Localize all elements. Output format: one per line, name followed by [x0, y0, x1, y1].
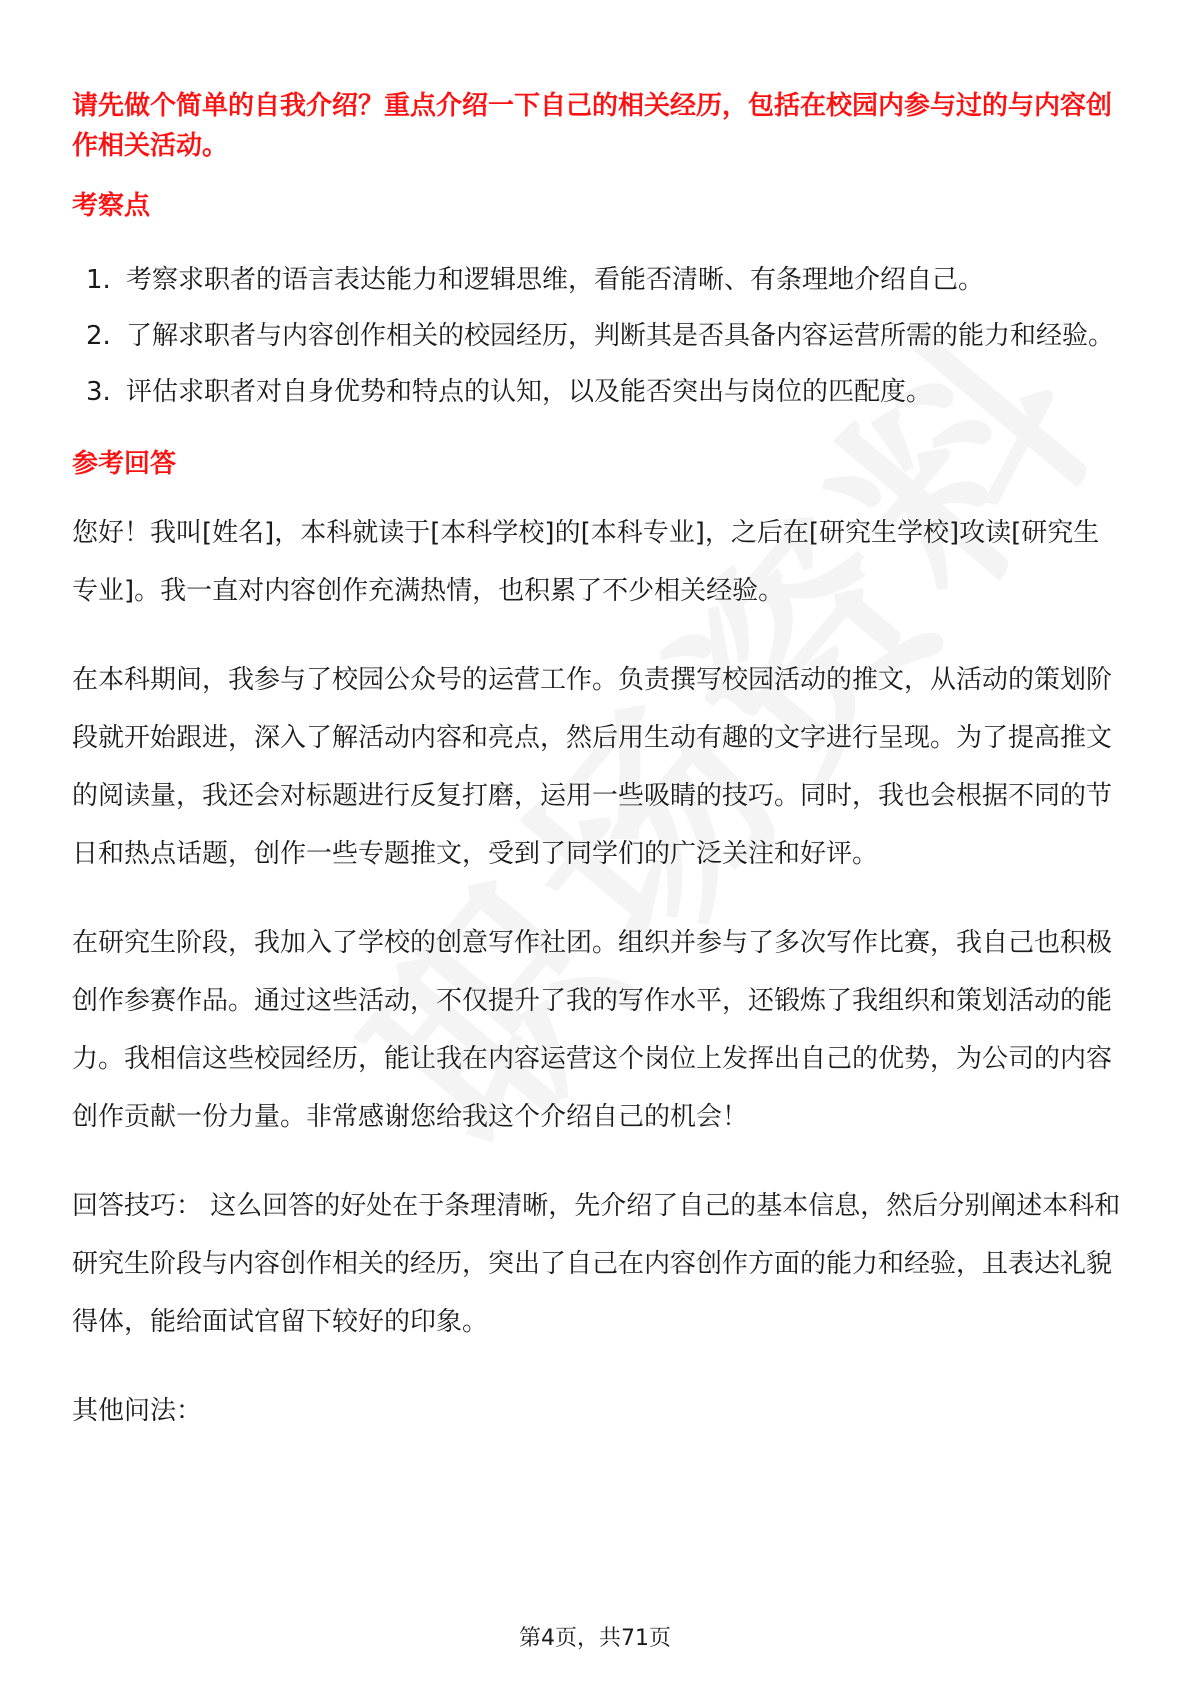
page-number: 第4页，共71页 — [519, 1626, 671, 1651]
list-item-number: 2. — [86, 321, 111, 351]
list-item — [72, 364, 1122, 420]
list-item-text: 考察求职者的语言表达能力和逻辑思维，看能否清晰、有条理地介绍自己。 — [126, 265, 985, 295]
list-item-number: 3. — [86, 377, 111, 407]
points-list — [72, 252, 1122, 420]
other-asks-label: 其他问法： — [72, 1396, 203, 1426]
question-title: 请先做个简单的自我介绍？重点介绍一下自己的相关经历，包括在校园内参与过的与内容创作相关活动。 — [72, 91, 1113, 161]
list-item-text: 评估求职者对自身优势和特点的认知，以及能否突出与岗位的匹配度。 — [126, 377, 933, 407]
list-item-number: 1. — [86, 265, 111, 295]
answer-paragraph: 在研究生阶段，我加入了学校的创意写作社团。组织并参与了多次写作比赛，我自己也积极创作参赛作品。通过这些活动，不仅提升了我的写作水平，还锻炼了我组织和策划活动的能力。我相信这些校园经历，能让我在内容运营这个岗位上发挥出自己的优势，为公司的内容创作贡献一份力量。非常感谢您给我这个介绍自己的机会！ — [72, 928, 1113, 1132]
page-content — [72, 86, 1122, 1440]
answer-heading: 参考回答 — [72, 449, 177, 479]
answer-tips: 回答技巧： 这么回答的好处在于条理清晰，先介绍了自己的基本信息，然后分别阐述本科和研究生阶段与内容创作相关的经历，突出了自己在内容创作方面的能力和经验，且表达礼貌得体，能给面试官留下较好的印象。 — [72, 1191, 1121, 1337]
points-heading: 考察点 — [72, 191, 151, 221]
list-item — [72, 308, 1122, 364]
answer-paragraph: 在本科期间，我参与了校园公众号的运营工作。负责撰写校园活动的推文，从活动的策划阶段就开始跟进，深入了解活动内容和亮点，然后用生动有趣的文字进行呈现。为了提高推文的阅读量，我还会对标题进行反复打磨，运用一些吸睛的技巧。同时，我也会根据不同的节日和热点话题，创作一些专题推文，受到了同学们的广泛关注和好评。 — [72, 665, 1113, 869]
answer-paragraph: 您好！我叫[姓名]，本科就读于[本科学校]的[本科专业]，之后在[研究生学校]攻读[研究生专业]。我一直对内容创作充满热情，也积累了不少相关经验。 — [72, 518, 1100, 606]
list-item-text: 了解求职者与内容创作相关的校园经历，判断其是否具备内容运营所需的能力和经验。 — [126, 321, 1115, 351]
list-item — [72, 252, 1122, 308]
